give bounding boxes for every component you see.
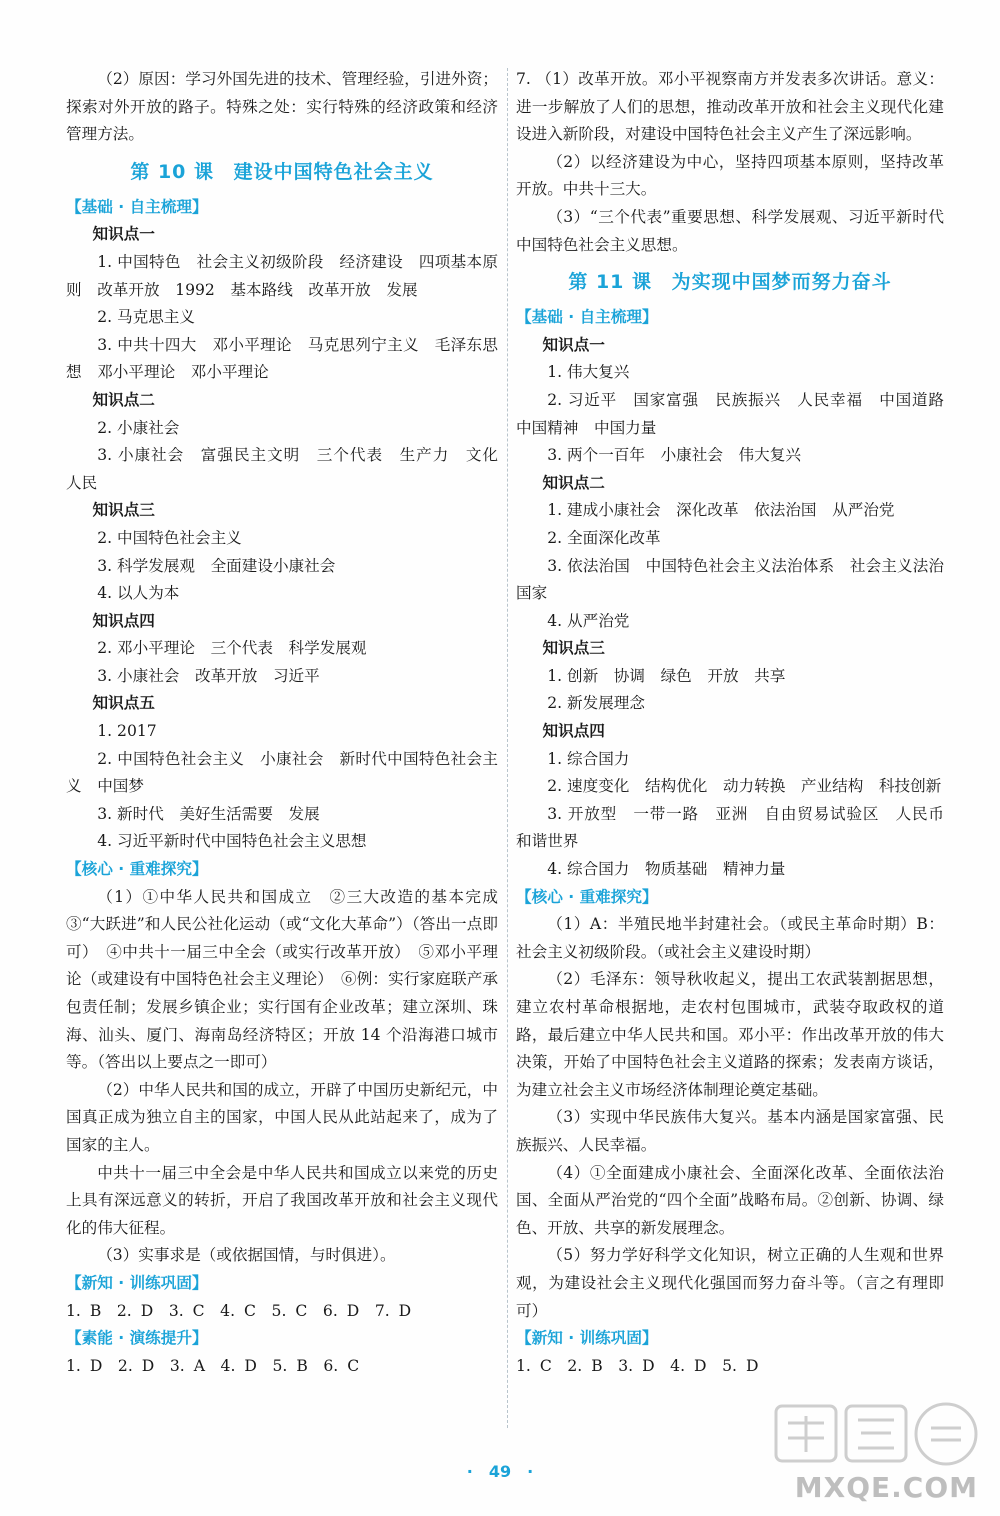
right-column <box>516 66 960 1380</box>
knowledge-point-heading: 知识点五 <box>92 694 155 713</box>
answer-item: 3. 科学发展观 全面建设小康社会 <box>97 556 336 575</box>
lesson-10-title <box>66 158 498 186</box>
core-answer: （5）努力学好科学文化知识，树立正确的人生观和世界观，为建设社会主义现代化强国而努力奋斗等。（言之有理即可） <box>516 1246 944 1320</box>
intro-answer: （2）原因：学习外国先进的技术、管理经验，引进外资；探索对外开放的路子。特殊之处：实行特殊的经济政策和经济管理方法。 <box>66 70 498 144</box>
core-answer: （1）A：半殖民地半封建社会。（或民主革命时期）B：社会主义初级阶段。（或社会主义建设时期） <box>516 915 944 961</box>
knowledge-point-heading: 知识点四 <box>92 611 155 630</box>
lesson-name: 为实现中国梦而努力奋斗 <box>671 271 892 294</box>
answer-item: 2. 邓小平理论 三个代表 科学发展观 <box>97 639 367 658</box>
answer-item: 4. 以人为本 <box>97 584 180 603</box>
core-answer: （2）毛泽东：领导秋收起义，提出工农武装割据思想，建立农村革命根据地，走农村包围城市，武装夺取政权的道路，最后建立中华人民共和国。邓小平：作出改革开放的伟大决策，开始了中国特色社会主义道路的探索；发表南方谈话，为建立社会主义市场经济体制理论奠定基础。 <box>516 970 944 1099</box>
column-divider <box>507 68 508 1428</box>
choice-answers: 1. B 2. D 3. C 4. C 5. C 6. D 7. D <box>66 1301 412 1320</box>
answer-item: 1. 创新 协调 绿色 开放 共享 <box>547 666 786 685</box>
knowledge-point-heading: 知识点四 <box>542 722 605 741</box>
core-answer: （4）①全面建成小康社会、全面深化改革、全面依法治国、全面从严治党的“四个全面”战略布局。②创新、协调、绿色、开放、共享的新发展理念。 <box>516 1163 944 1237</box>
answer-item: 4. 从严治党 <box>547 611 630 630</box>
core-answer: （3）实现中华民族伟大复兴。基本内涵是国家富强、民族振兴、人民幸福。 <box>516 1108 944 1154</box>
lesson-name: 建设中国特色社会主义 <box>233 160 434 183</box>
watermark-url: MXQE.COM <box>794 1471 978 1504</box>
answer-item: 3. 开放型 一带一路 亚洲 自由贸易试验区 人民币 和谐世界 <box>516 804 960 851</box>
lesson-number: 第 11 课 <box>568 271 653 294</box>
answer-item: 4. 综合国力 物质基础 精神力量 <box>547 860 786 879</box>
answer-item: 4. 习近平新时代中国特色社会主义思想 <box>97 832 367 851</box>
left-column <box>66 66 514 1380</box>
answer-item: 1. 2017 <box>97 722 157 741</box>
lesson-number: 第 10 课 <box>130 160 215 183</box>
answer-item: 1. 综合国力 <box>547 749 630 768</box>
answer-item: 2. 新发展理念 <box>547 694 645 713</box>
section-ability-heading: 【素能 · 演练提升】 <box>66 1329 208 1348</box>
section-new-heading: 【新知 · 训练巩固】 <box>66 1273 208 1292</box>
answer-item: 2. 中国特色社会主义 小康社会 新时代中国特色社会主义 中国梦 <box>66 749 498 796</box>
section-basic-heading: 【基础 · 自主梳理】 <box>66 197 208 216</box>
core-answer: （1）①中华人民共和国成立 ②三大改造的基本完成 ③“大跃进”和人民公社化运动（或“文化大革命”）（答出一点即可） ④中共十一届三中全会（或实行改革开放） ⑤邓小平理论（或建设有中国特色社会主义理论） ⑥例：实行家庭联产承包责任制；发展乡镇企业；实行国有企业改革；建立深圳、珠海、汕头、厦门、海南岛经济特区；开放 14 个沿海港口城市等。（答出以上要点之一即可） <box>66 887 514 1072</box>
section-core-heading: 【核心 · 重难探究】 <box>66 860 208 879</box>
section-basic-heading: 【基础 · 自主梳理】 <box>516 308 658 327</box>
lesson-11-title <box>516 268 944 296</box>
answer-item: 3. 中共十四大 邓小平理论 马克思列宁主义 毛泽东思想 邓小平理论 邓小平理论 <box>66 335 498 382</box>
answer-item: 2. 马克思主义 <box>97 308 195 327</box>
knowledge-point-heading: 知识点一 <box>92 225 155 244</box>
answer-item: 2. 小康社会 <box>97 418 180 437</box>
section-core-heading: 【核心 · 重难探究】 <box>516 887 658 906</box>
core-answer: （3）实事求是（或依据国情，与时俱进）。 <box>97 1246 396 1265</box>
answer-item: 1. 中国特色 社会主义初级阶段 经济建设 四项基本原则 改革开放 1992 基本路线 改革开放 发展 <box>66 252 498 299</box>
answer-item: 2. 习近平 国家富强 民族振兴 人民幸福 中国道路 中国精神 中国力量 <box>516 390 960 437</box>
core-answer: 中共十一届三中全会是中华人民共和国成立以来党的历史上具有深远意义的转折，开启了我国改革开放和社会主义现代化的伟大征程。 <box>66 1163 498 1237</box>
knowledge-point-heading: 知识点二 <box>542 473 605 492</box>
choice-answers: 1. D 2. D 3. A 4. D 5. B 6. C <box>66 1356 360 1375</box>
answer-item: 2. 中国特色社会主义 <box>97 528 242 547</box>
knowledge-point-heading: 知识点三 <box>92 501 155 520</box>
answer-item: 3. 依法治国 中国特色社会主义法治体系 社会主义法治国家 <box>516 556 944 603</box>
answer-item: 1. 伟大复兴 <box>547 363 630 382</box>
q7-answer: （3）“三个代表”重要思想、科学发展观、习近平新时代中国特色社会主义思想。 <box>516 207 944 254</box>
knowledge-point-heading: 知识点一 <box>542 335 605 354</box>
page-dot-right: · <box>527 1462 534 1481</box>
core-answer: （2）中华人民共和国的成立，开辟了中国历史新纪元，中国真正成为独立自主的国家，中国人民从此站起来了，成为了国家的主人。 <box>66 1080 498 1154</box>
q7-answer: 7. （1）改革开放。邓小平视察南方并发表多次讲话。意义：进一步解放了人们的思想，推动改革开放和社会主义现代化建设进入新阶段，对建设中国特色社会主义产生了深远影响。 <box>516 70 944 144</box>
choice-answers: 1. C 2. B 3. D 4. D 5. D <box>516 1356 759 1375</box>
answer-item: 1. 建成小康社会 深化改革 依法治国 从严治党 <box>547 501 895 520</box>
answer-item: 3. 小康社会 改革开放 习近平 <box>97 666 320 685</box>
answer-item: 3. 小康社会 富强民主文明 三个代表 生产力 文化 人民 <box>66 446 514 492</box>
answer-item: 3. 两个一百年 小康社会 伟大复兴 <box>547 446 801 465</box>
answer-item: 2. 速度变化 结构优化 动力转换 产业结构 科技创新 <box>547 777 942 796</box>
page-dot-left: · <box>466 1462 473 1481</box>
q7-answer: （2）以经济建设为中心，坚持四项基本原则，坚持改革开放。中共十三大。 <box>516 152 944 199</box>
answer-item: 2. 全面深化改革 <box>547 528 661 547</box>
knowledge-point-heading: 知识点三 <box>542 639 605 658</box>
knowledge-point-heading: 知识点二 <box>92 390 155 409</box>
section-new-heading: 【新知 · 训练巩固】 <box>516 1329 658 1348</box>
page-number-value: 49 <box>488 1462 512 1481</box>
answer-item: 3. 新时代 美好生活需要 发展 <box>97 804 320 823</box>
